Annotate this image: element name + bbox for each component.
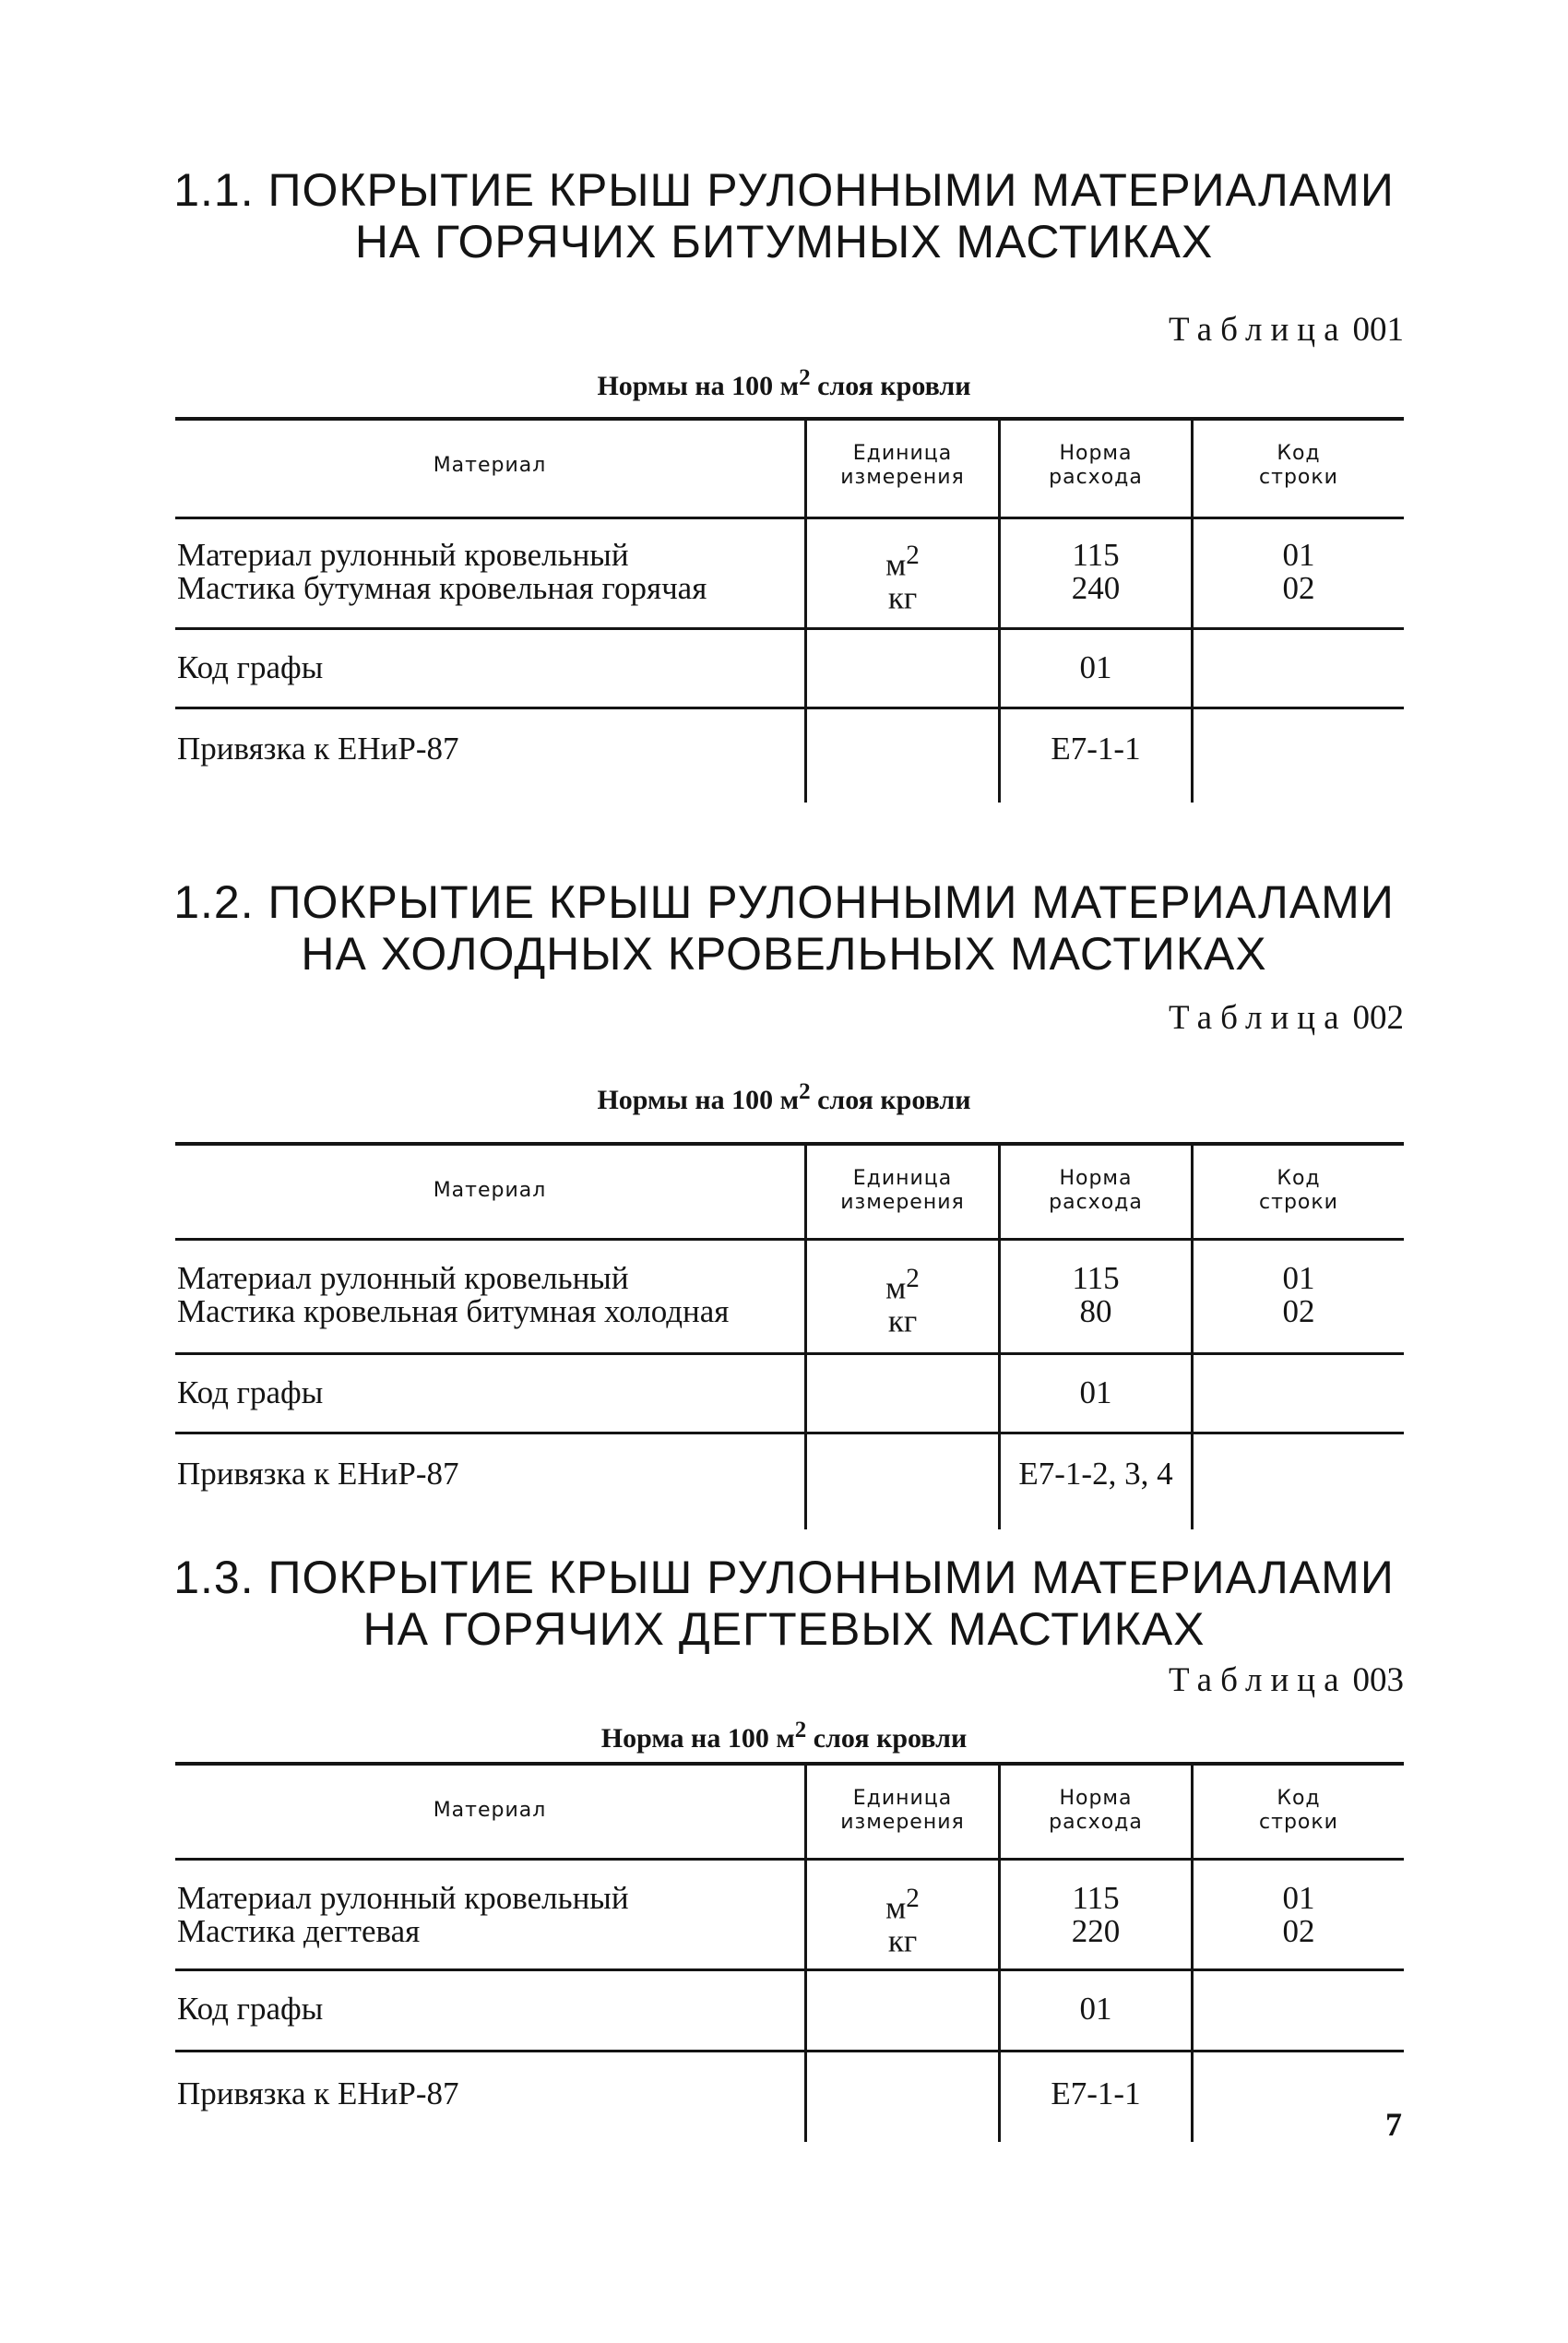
- row-2-rate: 240: [1071, 570, 1121, 606]
- norms-caption: [0, 1714, 1568, 1755]
- row-2-code: 02: [1282, 570, 1315, 606]
- table-number-label: [1169, 312, 1404, 349]
- section-title: [0, 876, 1568, 980]
- row-1-code: 01: [1282, 1880, 1315, 1916]
- header-material: Материал: [433, 1799, 547, 1822]
- table-number: 001: [1352, 311, 1404, 349]
- graph-code-bottom-rule: [175, 1432, 1404, 1434]
- row-1-unit: $м^2$: [885, 1884, 920, 1926]
- norms-caption: [0, 1076, 1568, 1117]
- row-2-material: Мастика кровельная битумная холодная: [177, 1293, 730, 1329]
- header-code: Код строки: [1259, 442, 1338, 489]
- norms-suffix: слоя кровли: [810, 1085, 971, 1115]
- row-2-code: 02: [1282, 1293, 1315, 1329]
- row-1-material: Материал рулонный кровельный: [177, 1260, 629, 1296]
- header-unit: Единица измерения: [840, 1167, 965, 1214]
- section-title-line-2: НА ГОРЯЧИХ ДЕГТЕВЫХ МАСТИКАХ: [362, 1603, 1206, 1655]
- binding-value: Е7-1-1: [1051, 731, 1141, 767]
- row-1-code: 01: [1282, 537, 1315, 573]
- table-number-label: [1169, 1000, 1404, 1037]
- header-bottom-rule: [175, 1858, 1404, 1861]
- section-title: [0, 164, 1568, 268]
- norms-table: [175, 1142, 1404, 1528]
- table-top-rule: [175, 1142, 1404, 1146]
- graph-code-bottom-rule: [175, 2050, 1404, 2052]
- section-title-line-1: 1.2. ПОКРЫТИЕ КРЫШ РУЛОННЫМИ МАТЕРИАЛАМИ: [173, 876, 1395, 928]
- body-bottom-rule: [175, 627, 1404, 630]
- body-bottom-rule: [175, 1968, 1404, 1971]
- norms-caption: [0, 362, 1568, 403]
- row-2-material: Мастика бутумная кровельная горячая: [177, 570, 707, 606]
- graph-code-value: 01: [1079, 649, 1112, 685]
- norms-suffix: слоя кровли: [806, 1723, 968, 1754]
- norms-prefix: Нормы на 100 м: [597, 371, 800, 401]
- row-1-material: Материал рулонный кровельный: [177, 1880, 629, 1916]
- norms-table: [175, 417, 1404, 803]
- table-top-rule: [175, 417, 1404, 421]
- graph-code-bottom-rule: [175, 707, 1404, 709]
- header-unit: Единица измерения: [840, 1787, 965, 1834]
- header-material: Материал: [433, 454, 547, 477]
- norms-prefix: Нормы на 100 м: [597, 1085, 800, 1115]
- table-top-rule: [175, 1762, 1404, 1766]
- table-word: Таблица: [1169, 311, 1348, 349]
- header-code: Код строки: [1259, 1167, 1338, 1214]
- row-1-code: 01: [1282, 1260, 1315, 1296]
- body-bottom-rule: [175, 1352, 1404, 1355]
- binding-label: Привязка к ЕНиР-87: [177, 2075, 459, 2111]
- row-1-unit: $м^2$: [885, 541, 920, 583]
- graph-code-value: 01: [1079, 1374, 1112, 1410]
- norms-superscript: 2: [794, 1718, 807, 1742]
- row-2-rate: 80: [1079, 1293, 1112, 1329]
- graph-code-label: Код графы: [177, 1374, 324, 1410]
- binding-value: Е7-1-1: [1051, 2075, 1141, 2111]
- header-code: Код строки: [1259, 1787, 1338, 1834]
- row-1-rate: 115: [1072, 1880, 1120, 1916]
- section-title-line-2: НА ХОЛОДНЫХ КРОВЕЛЬНЫХ МАСТИКАХ: [301, 928, 1267, 980]
- binding-value: Е7-1-2, 3, 4: [1018, 1456, 1173, 1492]
- table-word: Таблица: [1169, 999, 1348, 1037]
- row-2-code: 02: [1282, 1913, 1315, 1949]
- table-number: 002: [1352, 999, 1404, 1037]
- header-bottom-rule: [175, 517, 1404, 519]
- page-number: 7: [1385, 2106, 1402, 2143]
- header-unit: Единица измерения: [840, 442, 965, 489]
- norms-superscript: 2: [799, 1079, 811, 1104]
- table-number-label: [1169, 1662, 1404, 1699]
- section-title-line-1: 1.3. ПОКРЫТИЕ КРЫШ РУЛОННЫМИ МАТЕРИАЛАМИ: [173, 1552, 1395, 1603]
- graph-code-label: Код графы: [177, 649, 324, 685]
- binding-label: Привязка к ЕНиР-87: [177, 1456, 459, 1492]
- header-bottom-rule: [175, 1238, 1404, 1241]
- graph-code-label: Код графы: [177, 1991, 324, 2027]
- row-2-unit: кг: [887, 579, 918, 616]
- binding-label: Привязка к ЕНиР-87: [177, 731, 459, 767]
- header-rate: Норма расхода: [1049, 1787, 1143, 1834]
- header-rate: Норма расхода: [1049, 442, 1143, 489]
- row-1-unit: $м^2$: [885, 1264, 920, 1306]
- row-1-rate: 115: [1072, 537, 1120, 573]
- row-1-material: Материал рулонный кровельный: [177, 537, 629, 573]
- row-2-material: Мастика дегтевая: [177, 1913, 421, 1949]
- graph-code-value: 01: [1079, 1991, 1112, 2027]
- row-1-rate: 115: [1072, 1260, 1120, 1296]
- header-rate: Норма расхода: [1049, 1167, 1143, 1214]
- norms-prefix: Норма на 100 м: [600, 1723, 795, 1754]
- section-title-line-1: 1.1. ПОКРЫТИЕ КРЫШ РУЛОННЫМИ МАТЕРИАЛАМИ: [173, 164, 1395, 216]
- row-2-unit: кг: [887, 1922, 918, 1959]
- header-material: Материал: [433, 1179, 547, 1202]
- table-word: Таблица: [1169, 1661, 1348, 1699]
- section-title: [0, 1552, 1568, 1655]
- row-2-rate: 220: [1071, 1913, 1121, 1949]
- norms-suffix: слоя кровли: [810, 371, 971, 401]
- row-2-unit: кг: [887, 1302, 918, 1339]
- norms-table: [175, 1762, 1404, 2147]
- norms-superscript: 2: [799, 365, 811, 390]
- section-title-line-2: НА ГОРЯЧИХ БИТУМНЫХ МАСТИКАХ: [354, 216, 1214, 268]
- table-number: 003: [1352, 1661, 1404, 1699]
